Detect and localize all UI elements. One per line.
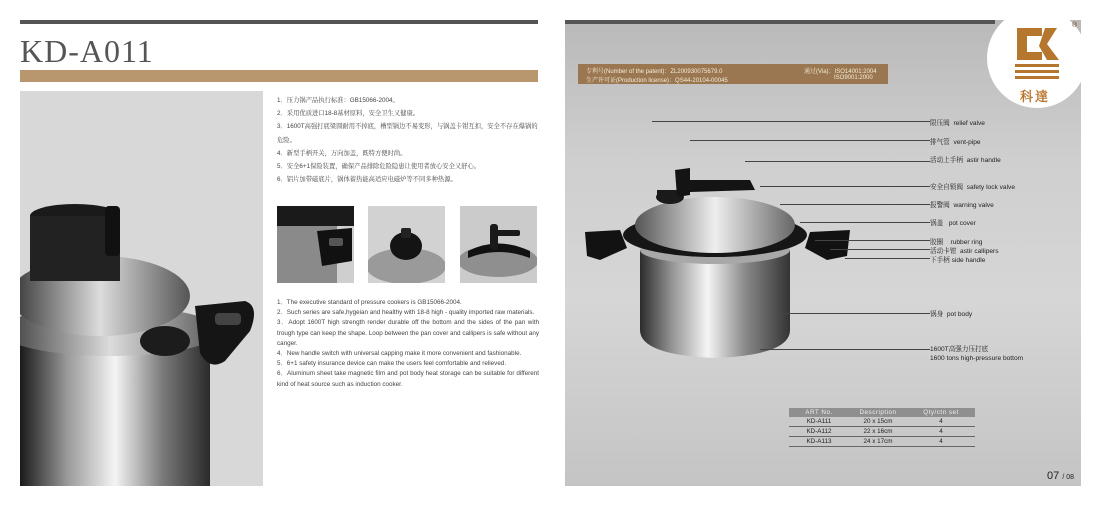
pressure-cooker-closeup-image: [20, 91, 263, 486]
callout-vent-pipe: [930, 136, 981, 146]
feature-cn-item: 2．采用优质进口18-8基材原料，安全卫生又健康。: [277, 110, 420, 118]
callout-en: pot body: [946, 311, 973, 318]
callout-en: vent-pipe: [953, 139, 981, 146]
thumbnail-valve-photo: [368, 206, 445, 283]
callout-pot-body: [930, 308, 972, 318]
callout-en: warning valve: [953, 202, 994, 209]
leader-line: [800, 222, 930, 223]
callout-side-handle: [930, 254, 985, 264]
callout-en: safety lock valve: [966, 184, 1016, 191]
callout-en: 1600 tons high-pressure bottom: [930, 355, 1024, 362]
right-top-rule: [565, 20, 995, 24]
callout-warning-valve: [930, 199, 994, 209]
model-title: KD-A011: [20, 33, 154, 69]
feature-cn-item: 5．安全6+1保险装置，确保产品排除危险隐患让使用者放心安全又舒心。: [277, 163, 481, 171]
table-cell: 20 x 15cm: [849, 417, 907, 427]
callout-en: astir handle: [966, 157, 1001, 164]
features-list-cn: [277, 94, 539, 186]
feature-en-item: 2．Such series are safe,hygeian and healthy with 18-8 high - quality imported raw materials.: [277, 309, 535, 317]
callout-en: astir callipers: [960, 248, 999, 255]
table-cell: 22 x 16cm: [849, 427, 907, 437]
table-header-row: [789, 408, 975, 417]
callout-cn: 活动上手柄: [930, 157, 963, 164]
callout-en: side handle: [951, 257, 986, 264]
product-spec-table: [789, 408, 975, 447]
iso14001-cert: 通过(Via)：ISO14001:2004: [804, 69, 877, 75]
callout-en: relief valve: [953, 120, 985, 127]
table-cell: 24 x 17cm: [849, 437, 907, 447]
table-row: [789, 437, 975, 447]
table-cell: KD-A111: [789, 417, 849, 427]
callout-cn: 锅身: [930, 311, 944, 318]
leader-line: [760, 349, 930, 350]
callout-cn: 报警阀: [930, 202, 950, 209]
product-closeup-photo: [20, 91, 263, 486]
leader-line: [690, 140, 930, 141]
feature-en-item: 1．The executive standard of pressure cookers is GB15066-2004.: [277, 299, 462, 306]
left-top-rule: [20, 20, 538, 24]
column-header: Qty/ctn set: [907, 408, 975, 417]
leader-line: [760, 186, 930, 187]
lid-detail-image: [460, 206, 537, 283]
table-cell: 4: [907, 437, 975, 447]
feature-cn-item: 3．1600T高强打底梁圆耐用不掉底，槽型锅边不易变形，与锅盖卡钳互扣，安全不存在爆锅的危险。: [277, 123, 538, 144]
column-header: ART No.: [789, 408, 849, 417]
leader-line: [815, 240, 930, 241]
feature-en-item: 3．Adopt 1600T high strength render durable off the bottom and the sides of the pan with trough type can keep the shape. Loop between the pan cover and callipers is safe without any canger.: [277, 319, 539, 347]
callout-safety-lock-valve: [930, 181, 1015, 191]
page-current: 07: [1047, 470, 1060, 482]
leader-line: [745, 161, 930, 162]
callout-cn: 安全自锁阀: [930, 184, 963, 191]
table-row: [789, 417, 975, 427]
table-cell: 4: [907, 427, 975, 437]
callout-relief-valve: [930, 117, 985, 127]
leader-line: [845, 258, 930, 259]
callout-pot-cover: [930, 217, 976, 227]
callout-en: rubber ring: [950, 239, 983, 246]
leader-line: [780, 313, 930, 314]
thumbnail-handle-photo: [277, 206, 354, 283]
certification-banner: [578, 64, 888, 84]
callout-cn: 1600T高强力压打底: [930, 346, 989, 353]
callout-cn: 限压阀: [930, 120, 950, 127]
leader-line: [780, 204, 930, 205]
callout-cn: 锅盖: [930, 220, 944, 227]
patent-number: 专利号(Number of the patent)：ZL200930075679.0: [586, 69, 723, 75]
feature-en-item: 4．New handle switch with universal capping make it more convenient and fashionable.: [277, 350, 522, 358]
feature-en-item: 5．6+1 safety insurance device can make the users feel comfortable and relieved.: [277, 360, 507, 368]
feature-cn-item: 1．压力锅产品执行标准：GB15066-2004。: [277, 97, 399, 104]
callout-high-pressure-bottom: [930, 345, 1023, 363]
column-header: Description: [849, 408, 907, 417]
callout-cn: 下手柄: [930, 257, 950, 264]
leader-line: [652, 121, 930, 122]
page-number: [1047, 470, 1074, 482]
handle-detail-image: [277, 206, 354, 283]
iso9001-cert: ISO9001:2000: [834, 75, 873, 81]
callout-cn: 排气管: [930, 139, 950, 146]
feature-en-item: 6．Aluminum sheet take magnetic film and pot body heat storage can be suitable for different kind of heat source such as induction cooker.: [277, 370, 539, 388]
thumbnail-lid-photo: [460, 206, 537, 283]
valve-detail-image: [368, 206, 445, 283]
production-license: 生产许可证(Production license)：QS44-20104-00045: [586, 78, 728, 84]
title-underline-bar: [20, 70, 538, 82]
table-cell: KD-A113: [789, 437, 849, 447]
callout-cn: 活动卡钳: [930, 248, 957, 255]
feature-cn-item: 4．新型手柄开关，万向加盖，既特方便时尚。: [277, 149, 407, 157]
table-cell: KD-A112: [789, 427, 849, 437]
callout-cn: 胶圈: [930, 239, 944, 246]
leader-line: [830, 249, 930, 250]
table-row: [789, 427, 975, 437]
features-list-en: [277, 298, 539, 390]
page-total: / 08: [1062, 474, 1074, 481]
registered-mark-icon: ®: [1072, 22, 1078, 29]
feature-cn-item: 6．铝片加带磁底片，锅体蓄热能高适应电磁炉等不同多种热源。: [277, 176, 457, 184]
callout-astir-handle: [930, 154, 1001, 164]
brand-name: 科達: [1020, 89, 1051, 104]
callout-en: pot cover: [948, 220, 976, 227]
table-cell: 4: [907, 417, 975, 427]
